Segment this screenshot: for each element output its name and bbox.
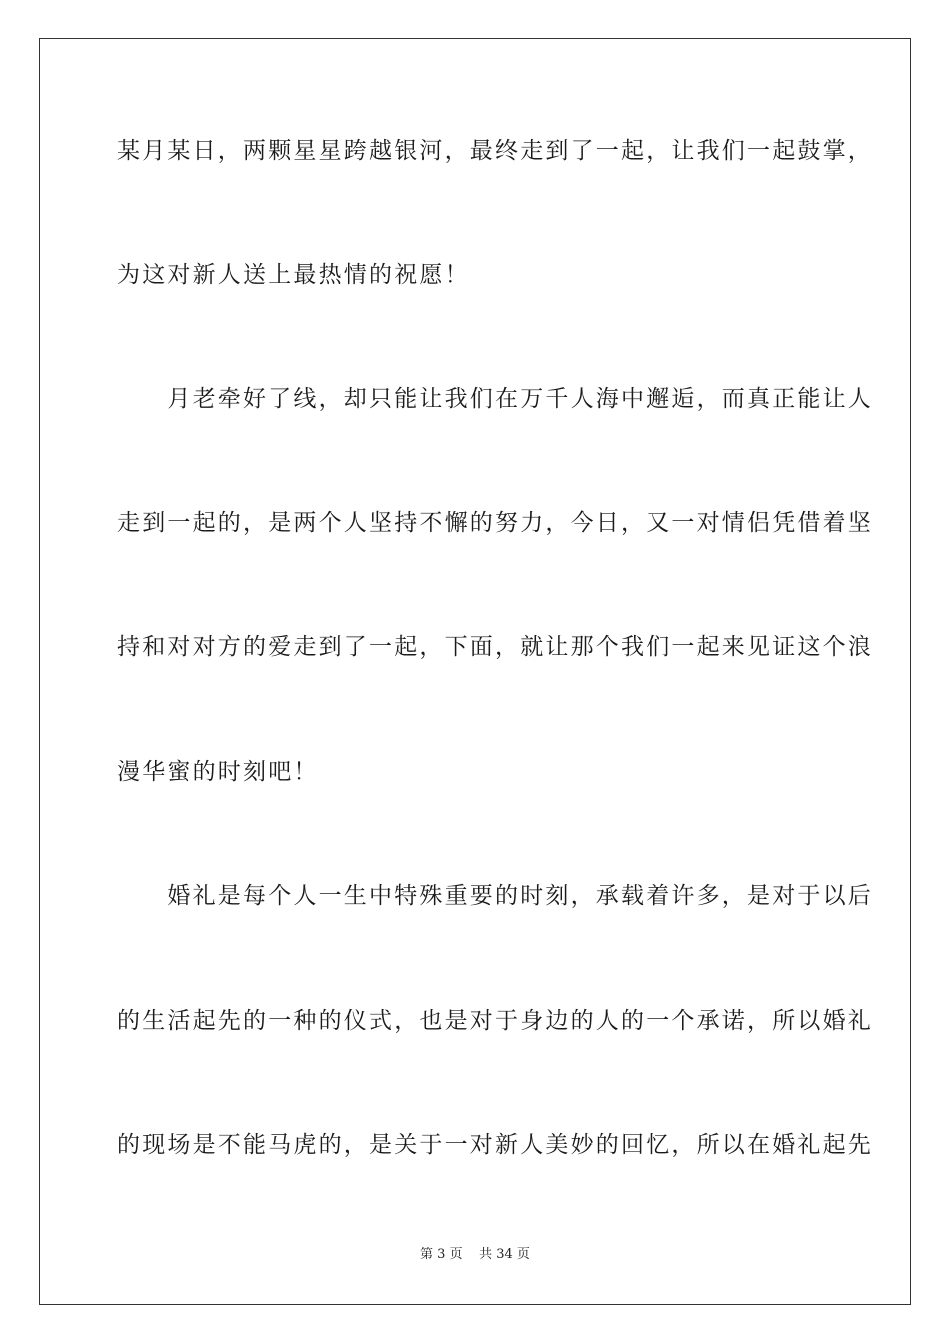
text-line: 的生活起先的一种的仪式，也是对于身边的人的一个承诺，所以婚礼	[117, 1008, 873, 1034]
text-line: 漫华蜜的时刻吧！	[117, 759, 319, 785]
page-border	[39, 38, 911, 1305]
page-footer	[0, 1246, 950, 1264]
text-line: 的现场是不能马虎的，是关于一对新人美妙的回忆，所以在婚礼起先	[117, 1132, 873, 1158]
text-line: 某月某日，两颗星星跨越银河，最终走到了一起，让我们一起鼓掌，	[117, 138, 873, 164]
text-line: 持和对对方的爱走到了一起，下面，就让那个我们一起来见证这个浪	[117, 634, 873, 660]
text-line: 婚礼是每个人一生中特殊重要的时刻，承载着许多，是对于以后	[117, 883, 873, 909]
page-total: 共 34 页	[479, 1247, 530, 1262]
text-line: 为这对新人送上最热情的祝愿！	[117, 262, 470, 288]
text-line: 月老牵好了线，却只能让我们在万千人海中邂逅，而真正能让人	[117, 386, 873, 412]
footer-spacer	[463, 1247, 480, 1262]
text-line: 走到一起的，是两个人坚持不懈的努力，今日，又一对情侣凭借着坚	[117, 510, 873, 536]
page-number: 第 3 页	[420, 1247, 463, 1262]
